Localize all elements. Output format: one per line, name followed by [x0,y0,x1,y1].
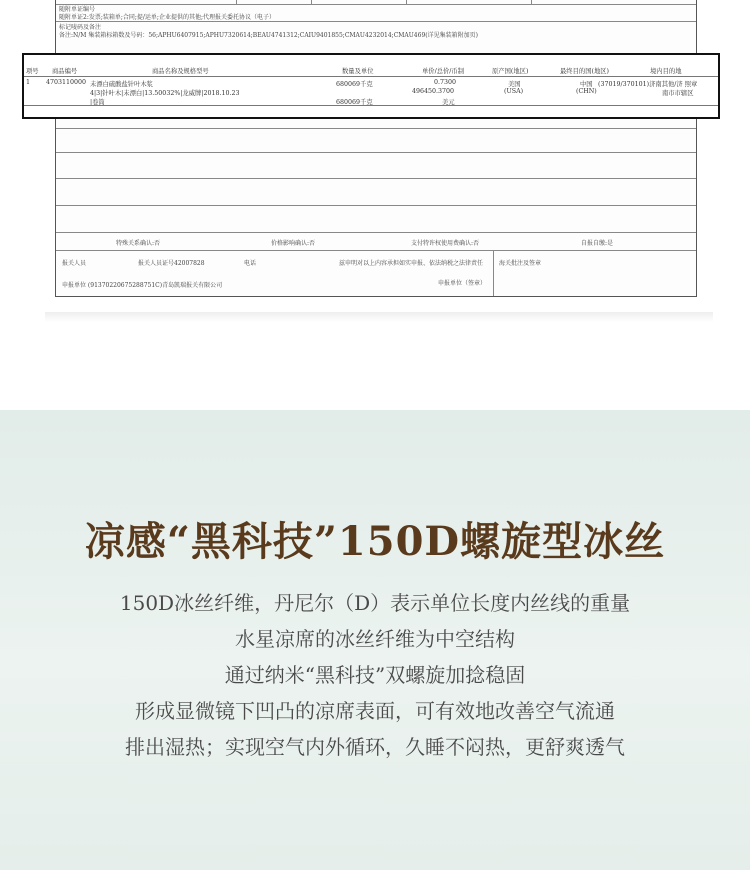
declarant-no: 报关人员证号42007828 [138,260,205,267]
customs-declaration-image [0,0,750,410]
hs-code: 4703110000 [46,79,87,86]
declarant: 报关人员 [62,260,87,267]
qty-line1: 680069千克 [336,81,373,88]
declaring-seal: 申报单位（签章） [438,280,487,287]
special-relation: 特殊关系确认:否 [116,240,161,247]
phone: 电话 [244,260,257,267]
col-hs-code: 商品编号 [52,68,78,75]
col-item-no: 项号 [26,68,39,75]
remarks: 备注:N/M 集装箱标箱数及号码：56;APHU6407915;APHU7320614;BEAU4741312;CAIU9401855;CMAU4232014;CMAU469(详见集装箱附加页) [59,32,478,39]
product-name-line2: 4|3|针叶木|未漂白|13.50032%|龙威牌|2018.10.23 [90,90,240,97]
qty-line2: 680069千克 [336,99,373,106]
feature-line-2: 水星凉席的冰丝纤维为中空结构 [235,627,515,651]
declaring-unit: 申报单位 (91370220675288751C)青岛凯瑞报关有限公司 [62,282,223,289]
feature-line-4: 形成显微镜下凹凸的凉席表面，可有效地改善空气流通 [135,699,615,723]
item-row-divider [24,105,718,106]
feature-line-1: 150D冰丝纤维，丹尼尔（D）表示单位长度内丝线的重量 [119,591,631,615]
unit-price: 0.7300 [434,79,457,86]
origin-country: 美国 [508,81,521,88]
statement: 兹申明对以上内容承担如实申报、依法纳税之法律责任 [339,260,484,267]
col-origin: 原产国(地区) [492,68,529,75]
feature-line-5: 排出湿热；实现空气内外循环，久睡不闷热，更舒爽透气 [125,735,625,759]
col-domestic-dest: 境内目的地 [650,68,682,75]
dest-country: 中国 [580,81,593,88]
attached-docs: 随附单证2:发票;装箱单;合同;提/运单;企业提供的其他;代理报关委托协议（电子） [59,14,275,21]
col-dest: 最终目的国(地区) [560,68,609,75]
product-name-line3: |卷筒 [90,99,105,106]
feature-description [0,585,750,765]
declaration-sheet [55,0,697,297]
attached-docs-label: 随附单证编号 [59,6,96,13]
col-name: 商品名称及规格型号 [152,68,209,75]
item-no: 1 [26,79,31,86]
customs-note: 海关批注及签章 [499,260,542,267]
highlighted-item-row [22,53,720,119]
col-qty: 数量及单位 [342,68,374,75]
price-impact: 价格影响确认:否 [271,240,316,247]
col-price: 单价/总价/币制 [422,68,465,75]
feature-title: 凉感“黑科技”150D螺旋型冰丝 [84,518,666,565]
total-price: 496450.3700 [412,88,455,95]
domestic-dest-line2: 南市市辖区 [662,90,694,97]
self-report: 自报自缴:是 [581,240,614,247]
domestic-dest-line1: (37019/370101)济南其他/济 照章 [598,81,698,88]
feature-section [0,410,750,870]
sheet-shadow [45,312,713,322]
royalty: 支付特许权使用费确认:否 [411,240,480,247]
marks-label: 标记唛码及备注 [59,24,102,31]
dest-code: (CHN) [576,88,597,95]
currency: 美元 [442,99,455,106]
origin-code: (USA) [504,88,524,95]
product-name-line1: 未漂白硫酸盐针叶木浆 [90,81,153,88]
feature-line-3: 通过纳米“黑科技”双螺旋加捻稳固 [224,663,526,687]
